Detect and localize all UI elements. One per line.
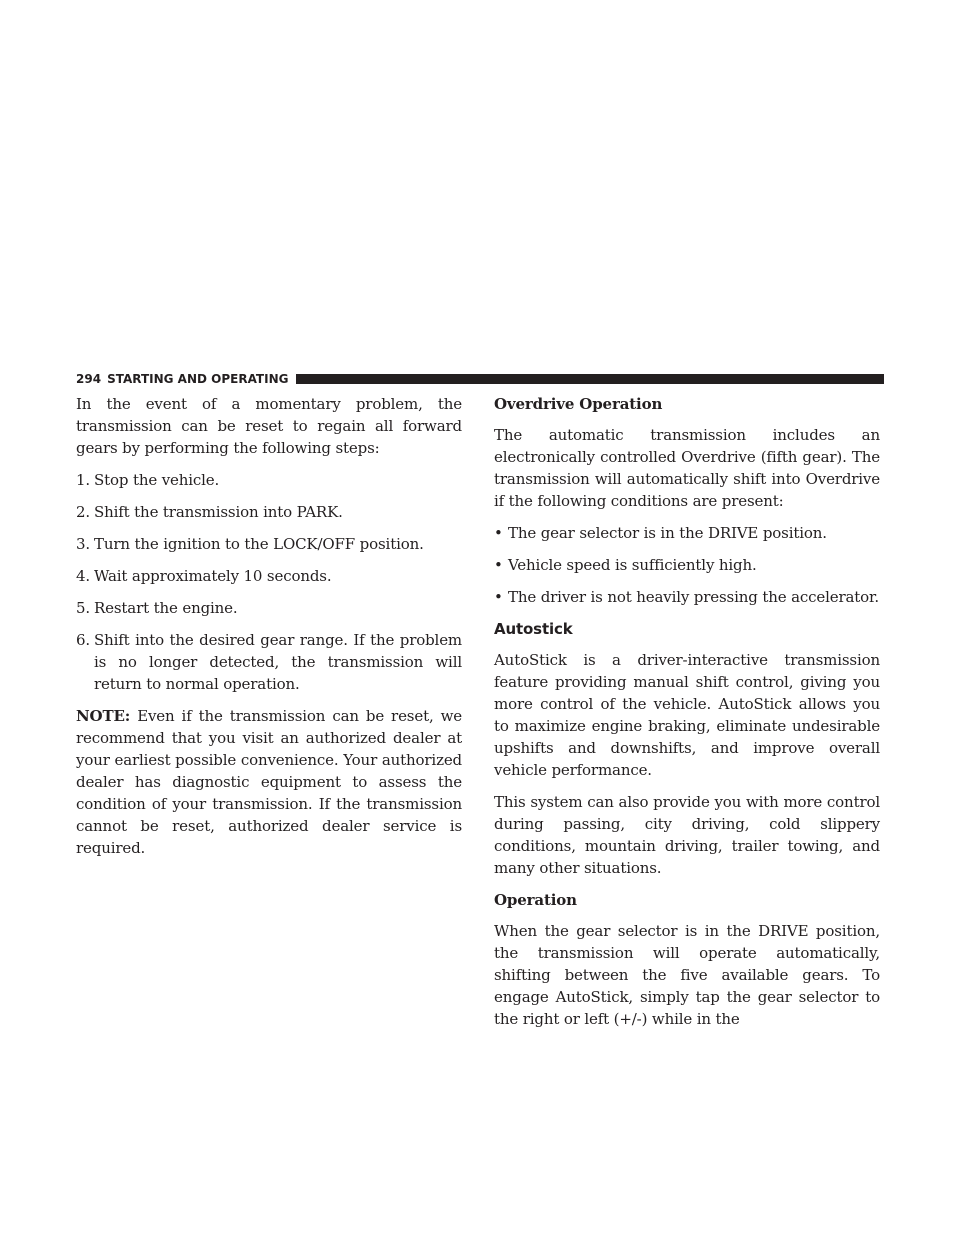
right-column [494, 393, 880, 1040]
step-item [76, 501, 462, 523]
bullet-icon: • [494, 556, 503, 574]
overdrive-heading: Overdrive Operation [494, 395, 663, 413]
page-header [76, 371, 884, 387]
left-column [76, 393, 462, 869]
step-number: 4. [76, 567, 91, 585]
autostick-heading: Autostick [494, 620, 573, 638]
bullet-icon: • [494, 588, 503, 606]
page-number: 294 [76, 372, 102, 386]
operation-paragraph: When the gear selector is in the DRIVE position, the transmission will operate automatically, shifting between the five available gears. To engage AutoStick, simply tap the gear selector to the right or left (+/-) while in the [494, 922, 880, 1028]
step-number: 6. [76, 631, 91, 649]
step-number: 3. [76, 535, 91, 553]
bullet-text: Vehicle speed is sufficiently high. [508, 556, 757, 574]
intro-paragraph: In the event of a momentary problem, the transmission can be reset to regain all forward gears by performing the following steps: [76, 395, 462, 457]
header-rule [296, 374, 884, 384]
bullet-item [494, 522, 880, 544]
step-item [76, 629, 462, 695]
note-text: Even if the transmission can be reset, we recommend that you visit an authorized dealer at your earliest possible convenience. Your authorized dealer has diagnostic equipment to assess the condition of your transmission. If the transmission cannot be reset, authorized dealer service is required. [76, 707, 462, 857]
operation-heading: Operation [494, 891, 577, 909]
step-number: 1. [76, 471, 91, 489]
step-text: Shift the transmission into PARK. [94, 503, 343, 521]
bullet-text: The gear selector is in the DRIVE position. [508, 524, 827, 542]
note-label: NOTE: [76, 707, 131, 725]
step-item [76, 565, 462, 587]
step-text: Restart the engine. [94, 599, 238, 617]
bullet-text: The driver is not heavily pressing the accelerator. [508, 588, 880, 606]
step-item [76, 469, 462, 491]
autostick-paragraph: AutoStick is a driver-interactive transmission feature providing manual shift control, giving you more control of the vehicle. AutoStick allows you to maximize engine braking, eliminate undesirable upshifts and downshifts, and improve overall vehicle performance. [494, 651, 880, 779]
step-number: 2. [76, 503, 91, 521]
step-text: Wait approximately 10 seconds. [94, 567, 332, 585]
step-text: Turn the ignition to the LOCK/OFF position. [94, 535, 424, 553]
note-paragraph [76, 705, 462, 859]
bullet-item [494, 586, 880, 608]
step-item [76, 597, 462, 619]
step-number: 5. [76, 599, 91, 617]
autostick-paragraph-2: This system can also provide you with more control during passing, city driving, cold slippery conditions, mountain driving, trailer towing, and many other situations. [494, 793, 880, 877]
step-item [76, 533, 462, 555]
bullet-icon: • [494, 524, 503, 542]
step-text: Shift into the desired gear range. If the problem is no longer detected, the transmission will return to normal operation. [94, 631, 462, 693]
bullet-item [494, 554, 880, 576]
step-text: Stop the vehicle. [94, 471, 220, 489]
overdrive-paragraph: The automatic transmission includes an electronically controlled Overdrive (fifth gear). The transmission will automatically shift into Overdrive if the following conditions are present: [494, 426, 880, 510]
section-title: STARTING AND OPERATING [107, 372, 289, 386]
